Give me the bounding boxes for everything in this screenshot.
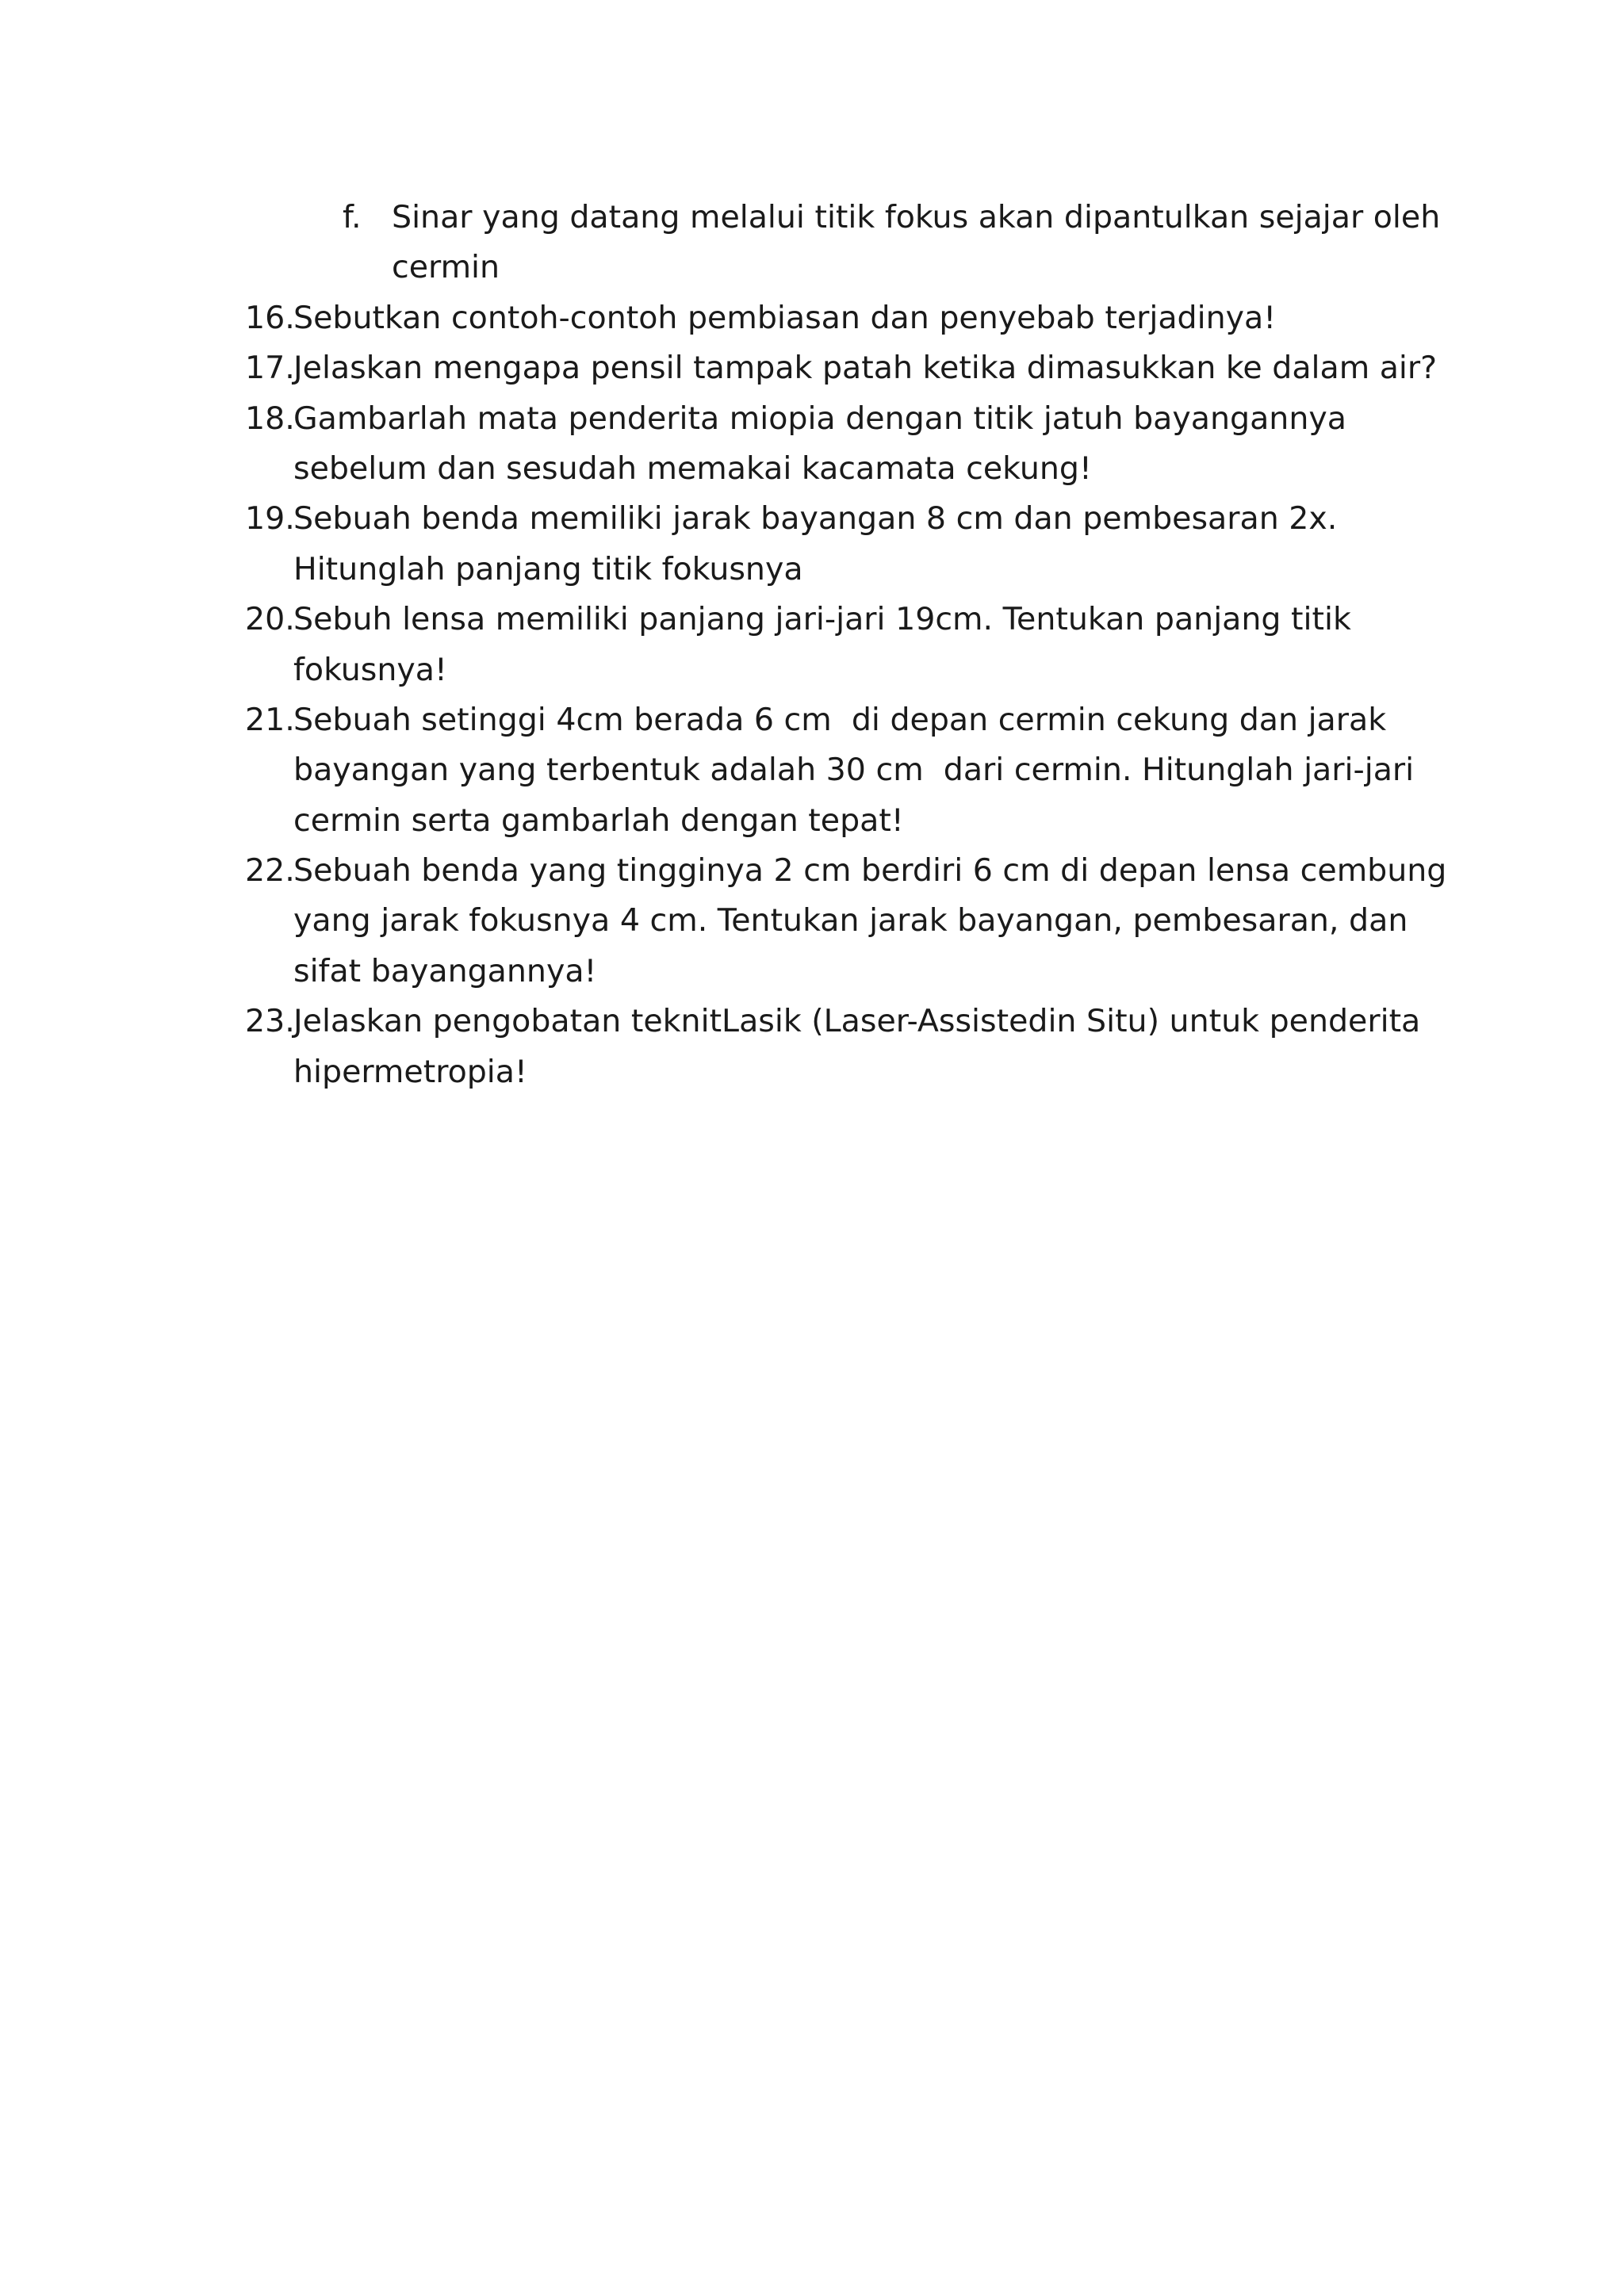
question-22 (0, 846, 1624, 896)
question-text: Sebuah setinggi 4cm berada 6 cm di depan cermin cekung dan jarak (293, 701, 1387, 738)
question-number: 22. (245, 852, 295, 890)
question-text: hipermetropia! (293, 1053, 527, 1090)
question-19 (0, 494, 1624, 544)
sub-item-text: Sinar yang datang melalui titik fokus akan dipantulkan sejajar oleh (392, 199, 1441, 235)
question-16 (0, 293, 1624, 343)
sub-item-text: cermin (392, 249, 500, 286)
question-20 (0, 595, 1624, 645)
question-text: Sebuh lensa memiliki panjang jari-jari 19cm. Tentukan panjang titik (293, 601, 1351, 638)
question-number: 18. (245, 400, 295, 437)
sub-item-marker: f. (343, 199, 362, 235)
question-21-continued (0, 745, 1624, 795)
question-text: fokusnya! (293, 651, 447, 688)
question-21 (0, 695, 1624, 745)
question-text: bayangan yang terbentuk adalah 30 cm dari cermin. Hitunglah jari-jari (293, 752, 1415, 789)
question-18-continued (0, 444, 1624, 494)
question-number: 21. (245, 701, 295, 738)
question-17 (0, 343, 1624, 393)
question-number: 20. (245, 601, 295, 638)
question-text: Sebutkan contoh-contoh pembiasan dan penyebab terjadinya! (293, 299, 1277, 336)
question-text: Sebuah benda memiliki jarak bayangan 8 cm dan pembesaran 2x. (293, 500, 1338, 538)
question-text: cermin serta gambarlah dengan tepat! (293, 802, 904, 839)
question-23 (0, 997, 1624, 1047)
question-text: sifat bayangannya! (293, 952, 597, 989)
sub-item-f-continued (0, 243, 1624, 293)
question-text: Hitunglah panjang titik fokusnya (293, 550, 803, 587)
question-text: yang jarak fokusnya 4 cm. Tentukan jarak bayangan, pembesaran, dan (293, 902, 1408, 939)
question-23-continued (0, 1047, 1624, 1097)
question-number: 19. (245, 500, 295, 538)
question-text: Gambarlah mata penderita miopia dengan titik jatuh bayangannya (293, 400, 1346, 437)
sub-item-f (0, 193, 1624, 243)
question-number: 16. (245, 299, 295, 336)
question-number: 17. (245, 350, 295, 387)
question-22-continued (0, 947, 1624, 997)
question-text: Sebuah benda yang tingginya 2 cm berdiri 6 cm di depan lensa cembung (293, 852, 1447, 890)
question-text: sebelum dan sesudah memakai kacamata cekung! (293, 450, 1092, 487)
question-19-continued (0, 545, 1624, 595)
question-text: Jelaskan mengapa pensil tampak patah ketika dimasukkan ke dalam air? (293, 350, 1438, 387)
question-list (0, 193, 1624, 1097)
question-number: 23. (245, 1003, 295, 1040)
question-21-continued (0, 796, 1624, 846)
question-20-continued (0, 645, 1624, 695)
question-18 (0, 394, 1624, 444)
question-text: Jelaskan pengobatan teknitLasik (Laser-Assistedin Situ) untuk penderita (293, 1003, 1421, 1040)
question-22-continued (0, 896, 1624, 946)
